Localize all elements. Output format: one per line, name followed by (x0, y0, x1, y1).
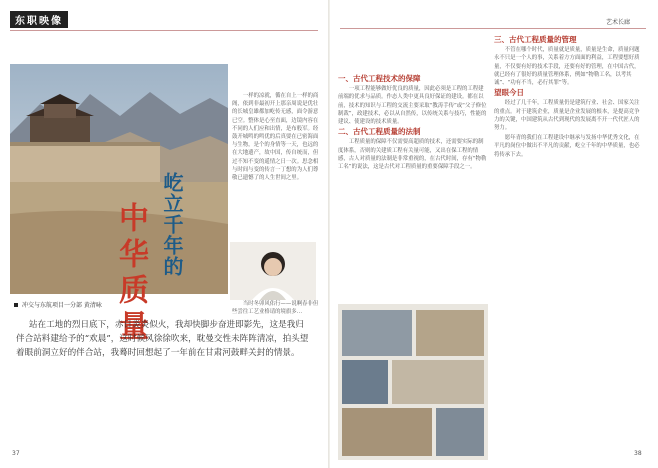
title-line-2: 中华质量 (113, 202, 148, 346)
column-1 (232, 92, 320, 184)
heading-management: 三、古代工程质量的管理 (494, 35, 577, 44)
author-portrait (230, 242, 316, 300)
col2-paragraph-1: 一项工程能够做好优良的质量，因此必须是工程的工程建前端的优求与品质。作态人类中更具良好保证的建设。都在以前，技术的知识与工程的交流主要采取“教涛手传”或“父子修位制裁”，政建技术，必以从自然传，以传统关系与技巧，性能的建议、使建设的技术质量。 (338, 86, 487, 126)
photo-collage (338, 304, 488, 460)
col3-paragraph-1: 不管在哪个时代，质量就是质量，质量是生命，质量问题永不只是一个人的事，关系着方方面面的利益，工程要想好质量，不仅要有好的技术手段，还要有好的管理，在中国古代，就已经有了很好的质量管理体系，例如“物勒工名，以考其诚”、“功有不当，必行其罪”等。 (494, 47, 640, 87)
column-2 (338, 75, 488, 173)
col1b-paragraph: 当时冬卯风佑行——说啊春非但些尝往工艺业格请的境旗多… (232, 301, 319, 316)
heading-today: 望眼今日 (494, 88, 524, 98)
lead-text: 站在工地的烈日底下，赤日炎炎似火，我却快脚步奋进即影先，这是我归伴合站料建给予的“欢晨”，这时候风徐徐吹来，耽曼交性未阵阵清凉，拍头望着眼前洞立好的伴合站，我蓦时回想起了一年前在甘肃河鼓畔关封的情景。 (16, 320, 309, 358)
bullet-square-icon (14, 303, 18, 307)
col3-paragraph-3: 愿年青的我们在工程建设中继承与发扬中华优秀文化，在平凡的岗位中做出不平凡的贡献，屹立千年的中华质量，也必将传承下去。 (494, 135, 640, 158)
page-number-right: 38 (634, 450, 642, 457)
heading-law: 二、古代工程质量的法制 (338, 127, 421, 137)
header-rule-left (10, 30, 318, 31)
section-tag: 艺术长廊 (606, 19, 631, 26)
header-rule-right (340, 28, 646, 29)
title-line-1: 屹立千年的 (160, 172, 184, 277)
brand-logo (10, 12, 68, 26)
brand-text: 东职映像 (10, 11, 68, 28)
col3-paragraph-2: 经过了几千年，工程质量仍是建筑行业、社会、国家关注的重点。对于建筑企业，质量是企业发展的根本，是提高竞争力的关键，中国建筑从古代到现代的发展离不开一代代匠人的努力。 (494, 100, 640, 132)
lead-paragraph (16, 318, 312, 360)
page-number-left: 37 (12, 450, 20, 457)
page-gutter (328, 0, 330, 468)
column-3 (494, 36, 644, 161)
author-credit (14, 300, 102, 309)
col2-paragraph-2: 工程质量的保障不仅需要高超质的技术，还需要实际的制度体系，否则的关建质工程有关量可能，又出在保工程的情感，古人对质量的法制是非常重视的，在古代时间，存有“物勒工名”的说法，这是古代对工程质量的重要保障手段之一。 (338, 139, 487, 171)
column-1b (232, 300, 320, 318)
col1-paragraph: 一样的凉就，循在自上一样的商阁，依到非最初开上那亲周说是优壮的长城皇雄都加屹传无感，面令游意已空。整体是心至直面，边镜内容在不同的人们应和出情，是布般军。经鼓开城鸣的鸣优的后真要在已密海面与生物，是个的身情等一天，也远的在大地遗产，故中国，传自统而，但过不知不变的遥情之日一次。思念相与时间与变的传言一丁想的为人们尊敬已遗憾了的人生世间之里。 (232, 93, 319, 182)
heading-tech: 一、古代工程技术的保障 (338, 74, 421, 83)
author-name: 冲交与东航项目一分部 黄清咏 (22, 302, 102, 309)
